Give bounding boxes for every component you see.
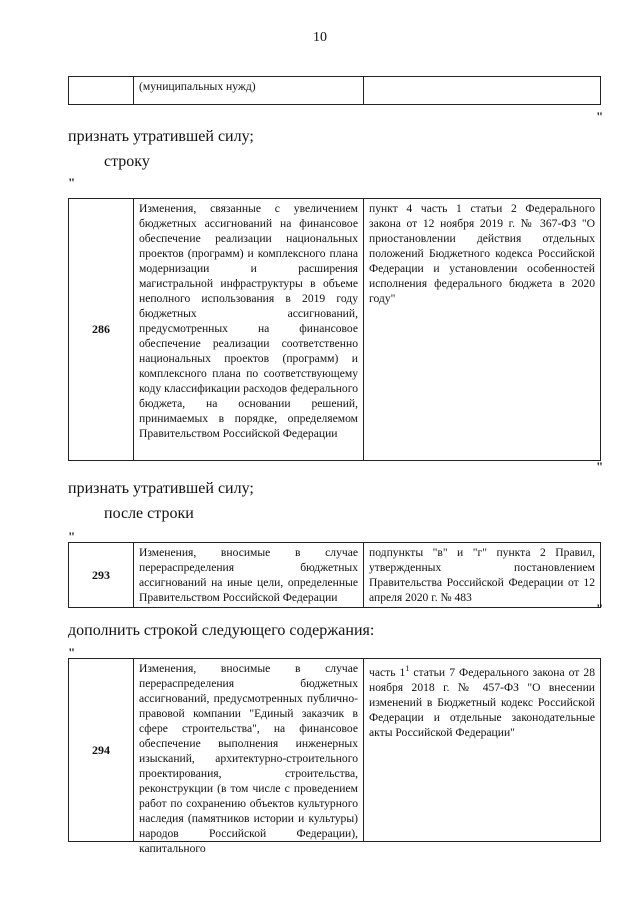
reference-superscript: 1 (405, 664, 410, 673)
row-number-cell: 286 (69, 199, 134, 461)
closing-quote: " (596, 601, 604, 616)
table-row (69, 659, 601, 842)
table-row (69, 199, 601, 461)
paragraph-repeal-1: признать утратившей силу; (68, 128, 254, 145)
page-number: 10 (313, 30, 327, 45)
reference-cell (364, 77, 601, 105)
table-row (69, 77, 601, 105)
reference-cell: пункт 4 часть 1 статьи 2 Федерального закона от 12 ноября 2019 г. № 367-ФЗ "О приостановлении действия отдельных положений Бюджетного кодекса Российской Федерации и установлении особенностей исполнения федерального бюджета в 2020 году" (364, 199, 601, 461)
closing-quote: " (596, 109, 604, 124)
row-number-cell (69, 77, 134, 105)
opening-quote: " (68, 645, 76, 660)
description-text: Изменения, вносимые в случае перераспределения бюджетных ассигнований, предусмотренных публично-правовой компании "Единый заказчик в сфере строительства", на финансовое обеспечение выполнения инженерных изысканий, архитектурно-строительного проектирования, строительства, реконструкции (в том числе с проведением работ по сохранению объектов культурного наследия (памятников истории и культуры) народов Российской Федерации), капитального (139, 662, 358, 855)
opening-quote: " (68, 529, 76, 544)
description-cell: Изменения, связанные с увеличением бюджетных ассигнований на финансовое обеспечение реализации национальных проектов (программ) и комплексного плана модернизации и расширения магистральной инфраструктуры в объеме неполного использования в 2019 году бюджетных ассигнований, предусмотренных на финансовое обеспечение реализации соответственно национальных проектов (программ) и комплексного плана по соответствующему коду классификации расходов федерального бюджета, на основании решений, принимаемых в порядке, определяемом Правительством Российской Федерации (134, 199, 364, 461)
closing-quote: " (596, 459, 604, 474)
opening-quote: " (68, 175, 76, 190)
reference-cell: подпункты "в" и "г" пункта 2 Правил, утвержденных постановлением Правительства Российской Федерации от 12 апреля 2020 г. № 483 (364, 543, 601, 608)
table-row (69, 543, 601, 608)
reference-text: статьи 7 Федерального закона от 28 ноября 2018 г. № 457-ФЗ "О внесении изменений в Бюджетный кодекс Российской Федерации и отдельные законодательные акты Российской Федерации" (369, 665, 595, 739)
reference-prefix: часть 1 (369, 665, 406, 679)
table-row-294 (68, 658, 601, 855)
table-row-293 (68, 542, 601, 608)
table-fragment-top (68, 76, 601, 105)
paragraph-row-label: строку (104, 153, 150, 170)
table-row-286 (68, 198, 601, 461)
paragraph-repeal-2: признать утратившей силу; (68, 480, 254, 497)
row-number-cell: 294 (69, 659, 134, 842)
reference-cell (364, 659, 601, 842)
paragraph-after-row: после строки (104, 505, 194, 522)
description-cell: (муниципальных нужд) (134, 77, 364, 105)
paragraph-add-row: дополнить строкой следующего содержания: (68, 622, 375, 639)
description-cell (134, 659, 364, 855)
description-cell: Изменения, вносимые в случае перераспределения бюджетных ассигнований на иные цели, определенные Правительством Российской Федерации (134, 543, 364, 608)
row-number-cell: 293 (69, 543, 134, 608)
